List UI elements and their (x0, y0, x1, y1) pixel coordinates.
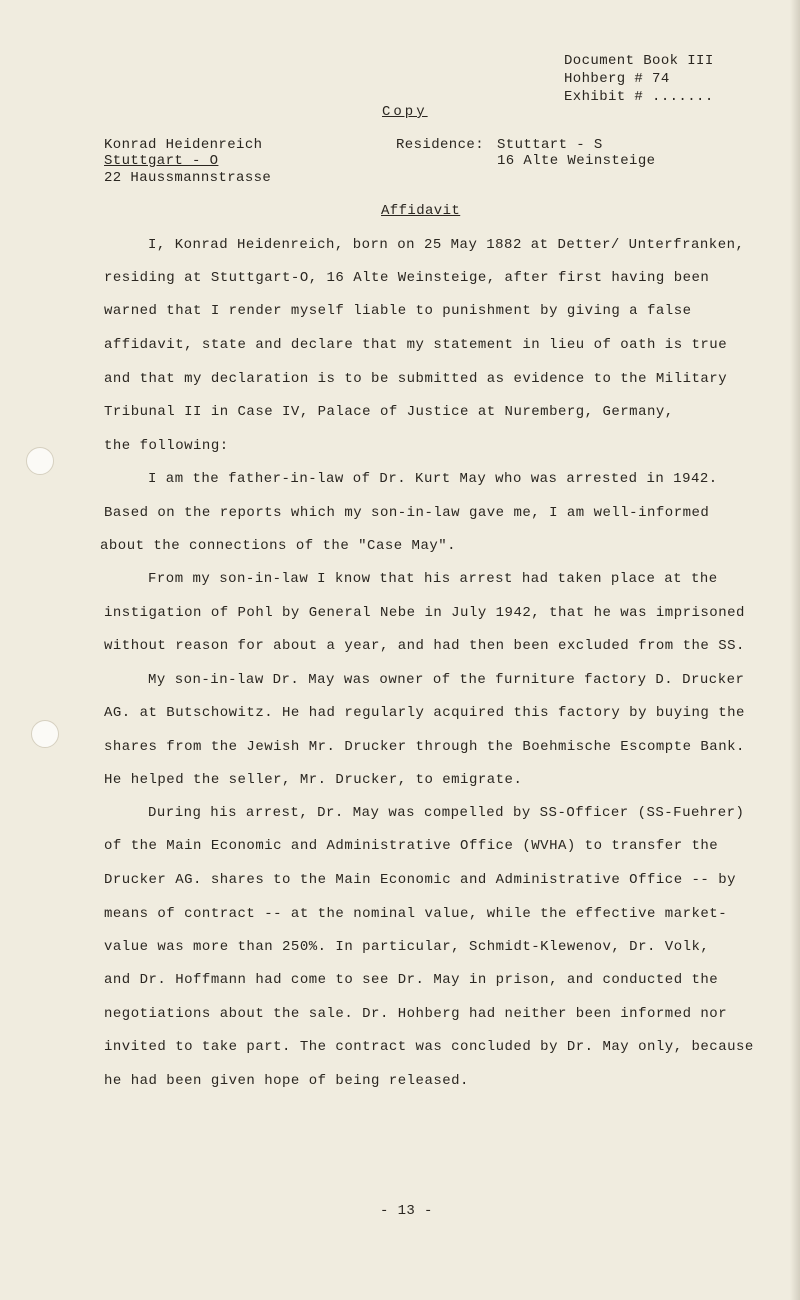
copy-label: Copy (382, 104, 428, 120)
body-line: the following: (104, 438, 229, 454)
exhibit-number: Exhibit # ....... (564, 89, 714, 105)
sender-city: Stuttgart - O (104, 153, 219, 169)
residence-street: 16 Alte Weinsteige (497, 153, 656, 169)
body-line: instigation of Pohl by General Nebe in July 1942, that he was imprisoned (104, 605, 745, 621)
affidavit-title: Affidavit (381, 203, 461, 219)
punch-hole-upper (26, 447, 54, 475)
body-line: My son-in-law Dr. May was owner of the furniture factory D. Drucker (148, 672, 745, 688)
body-line: AG. at Butschowitz. He had regularly acquired this factory by buying the (104, 705, 745, 721)
body-line: From my son-in-law I know that his arrest had taken place at the (148, 571, 718, 587)
body-line: invited to take part. The contract was concluded by Dr. May only, because (104, 1039, 754, 1055)
body-line: Drucker AG. shares to the Main Economic and Administrative Office -- by (104, 872, 736, 888)
punch-hole-lower (31, 720, 59, 748)
body-line: means of contract -- at the nominal value, while the effective market- (104, 906, 728, 922)
body-line: and that my declaration is to be submitted as evidence to the Military (104, 371, 728, 387)
body-line: shares from the Jewish Mr. Drucker through the Boehmische Escompte Bank. (104, 739, 745, 755)
body-line: without reason for about a year, and had then been excluded from the SS. (104, 638, 745, 654)
residence-label: Residence: (396, 137, 485, 153)
body-line: I am the father-in-law of Dr. Kurt May who was arrested in 1942. (148, 471, 718, 487)
body-line: He helped the seller, Mr. Drucker, to emigrate. (104, 772, 523, 788)
body-line: of the Main Economic and Administrative Office (WVHA) to transfer the (104, 838, 719, 854)
sender-name: Konrad Heidenreich (104, 137, 263, 153)
body-line: residing at Stuttgart-O, 16 Alte Weinsteige, after first having been (104, 270, 710, 286)
exhibit-hohberg: Hohberg # 74 (564, 71, 670, 87)
body-line: about the connections of the "Case May". (100, 538, 457, 554)
page-number: - 13 - (380, 1203, 433, 1219)
residence-city: Stuttart - S (497, 137, 603, 153)
body-line: negotiations about the sale. Dr. Hohberg had neither been informed nor (104, 1006, 728, 1022)
body-line: affidavit, state and declare that my statement in lieu of oath is true (104, 337, 728, 353)
sender-street: 22 Haussmannstrasse (104, 170, 272, 186)
body-line: I, Konrad Heidenreich, born on 25 May 1882 at Detter/ Unterfranken, (148, 237, 745, 253)
body-line: and Dr. Hoffmann had come to see Dr. May in prison, and conducted the (104, 972, 719, 988)
body-line: value was more than 250%. In particular, Schmidt-Klewenov, Dr. Volk, (104, 939, 710, 955)
body-line: Based on the reports which my son-in-law gave me, I am well-informed (104, 505, 710, 521)
body-line: warned that I render myself liable to punishment by giving a false (104, 303, 692, 319)
exhibit-book: Document Book III (564, 53, 714, 69)
body-line: Tribunal II in Case IV, Palace of Justice at Nuremberg, Germany, (104, 404, 674, 420)
body-line: he had been given hope of being released. (104, 1073, 469, 1089)
body-line: During his arrest, Dr. May was compelled by SS-Officer (SS-Fuehrer) (148, 805, 745, 821)
